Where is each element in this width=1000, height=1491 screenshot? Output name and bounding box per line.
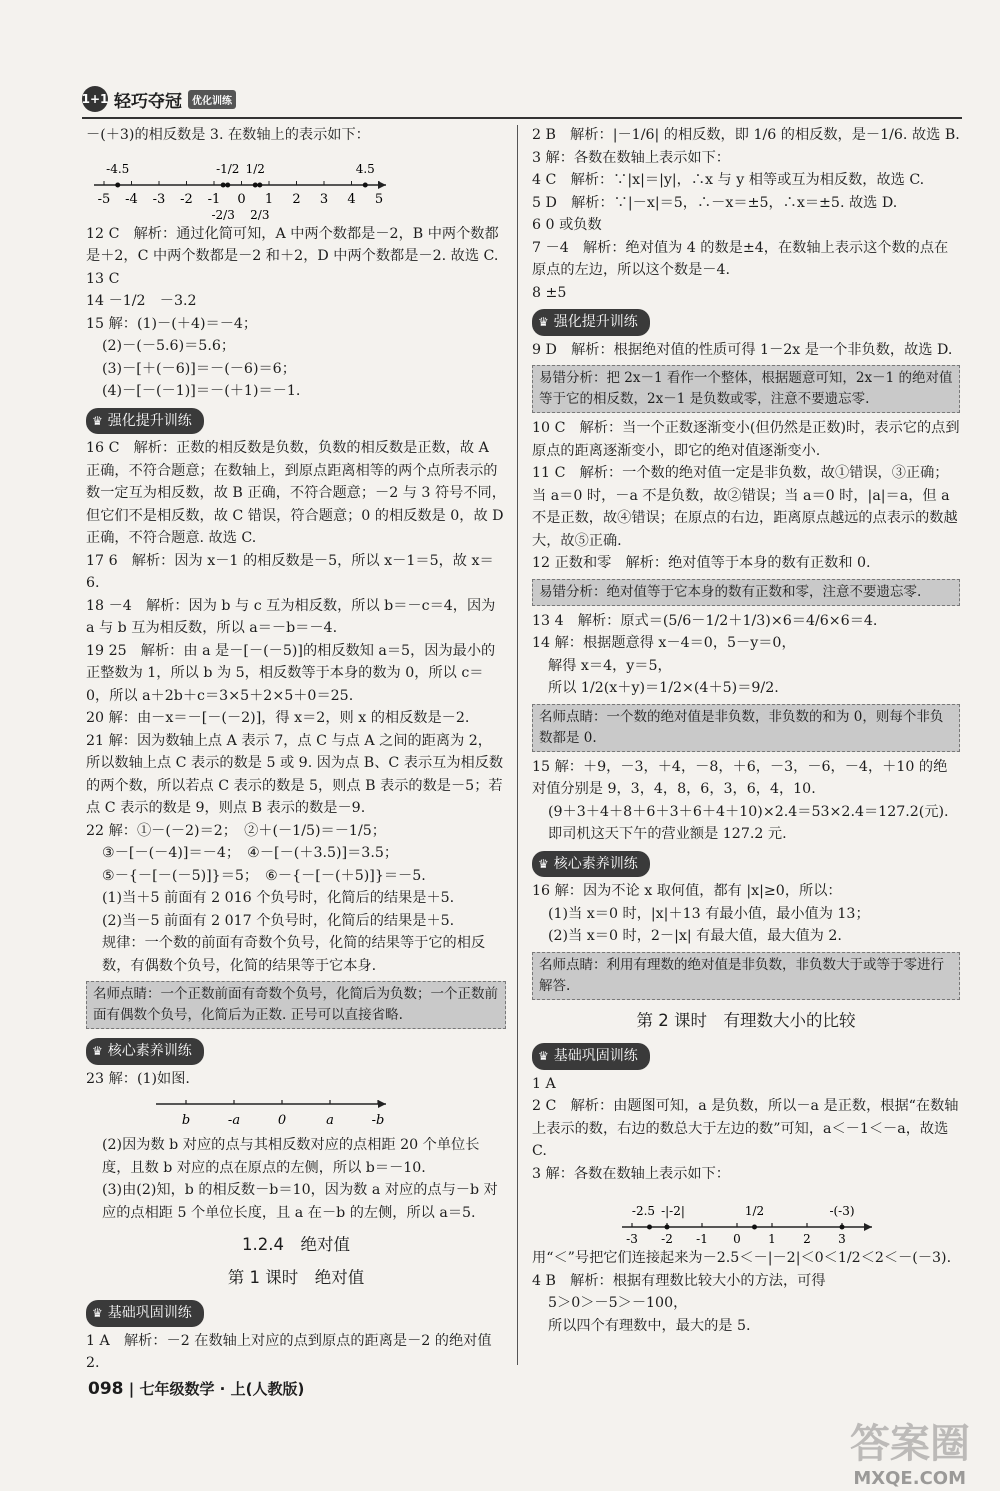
section-badge: ♛ 强化提升训练 (532, 309, 650, 336)
tick-label: 5 (374, 191, 384, 207)
answer-15-2: (2)－(－5.6)＝5.6； (102, 338, 236, 354)
tick-label: -4 (125, 191, 138, 207)
tip-box: 名师点睛：一个数的绝对值是非负数，非负数的和为 0，则每个非负数都是 0. (532, 704, 960, 752)
tick-label: 2 (803, 1232, 811, 1245)
tick-label: 3 (838, 1232, 846, 1245)
answer-3-2: 用“＜”号把它们连接起来为－2.5＜－|－2|＜0＜1/2＜2＜－(－3). (532, 1250, 952, 1266)
point (253, 182, 258, 187)
answer-10: 10 C 解析：当一个正数逐渐变小(但仍然是正数)时，表示它的点到原点的距离逐渐变小，即它的绝对值逐渐变小. (532, 420, 960, 459)
answer-9: 9 D 解析：根据绝对值的性质可得 1－2x 是一个非负数，故选 D. (532, 341, 953, 358)
tick-label: 3 (319, 191, 329, 207)
answer-20: 20 解：由－x＝－[－(－2)]，得 x＝2，则 x 的相反数是－2. (86, 710, 470, 726)
tick-label: -1 (696, 1232, 708, 1245)
point-label: 1/2 (245, 161, 265, 176)
section-badge: ♛ 基础巩固训练 (86, 1300, 204, 1327)
answer-11: 11 C 解析：一个数的绝对值一定是非负数，故①错误，③正确；当 a＝0 时，－a 不是负数，故②错误；当 a＝0 时，|a|＝a，但 a 不是正数，故④错误；在原点的右边，距离原点越远的点表示的数越大，故⑤正确. (532, 465, 958, 549)
point (752, 1225, 757, 1230)
point-label: -4.5 (106, 161, 130, 176)
answer-21: 21 解：因为数轴上点 A 表示 7，点 C 与点 A 之间的距离为 2，所以数轴上点 C 表示的数是 5 或 9. 因为点 B、C 表示互为相反数的两个数，所以若点 C 表示的数是 5，则点 B 表示的数是－5；若点 C 表示的数是 9，则点 B 表示的数是－9. (86, 732, 504, 816)
answer-22-2: ③－[－(－4)]＝－4； ④－[－(＋3.5)]＝3.5； (102, 845, 399, 861)
tick-label: 2 (292, 191, 301, 207)
number-line-2 (86, 1092, 396, 1132)
point-label: -|-2| (661, 1204, 685, 1218)
tick-label: b (181, 1113, 191, 1128)
tick-label: -a (227, 1113, 241, 1128)
answer-22-6: 规律：一个数的前面有奇数个负号，化简的结果等于它的相反数，有偶数个负号，化简的结果等于它本身. (102, 935, 486, 974)
tip-box: 易错分析：绝对值等于它本身的数有正数和零，注意不要遗忘零. (532, 579, 960, 606)
answer-23-2: (2)因为数 b 对应的点与其相反数对应的点相距 20 个单位长度，且数 b 对应的点在原点的左侧，所以 b＝－10. (102, 1137, 480, 1176)
answer-8: 8 ±5 (532, 284, 567, 301)
answer-22-4: (1)当＋5 前面有 2 016 个负号时，化简后的结果是＋5. (102, 890, 455, 906)
answer-23-3: (3)由(2)知，b 的相反数－b＝10，因为数 a 对应的点与－b 对应的点相距 5 个单位长度，且 a 在－b 的左侧，所以 a＝5. (102, 1182, 498, 1221)
crown-icon: ♛ (92, 413, 103, 428)
brand-subtitle: 优化训练 (188, 90, 236, 109)
tick-label: -3 (626, 1232, 638, 1245)
answer-15-2: (9＋3＋4＋8＋6＋3＋6＋4＋10)×2.4＝53×2.4＝127.2(元). (548, 803, 949, 820)
answer-14-2: 解得 x＝4，y＝5， (548, 657, 672, 674)
tick-label: 0 (277, 1113, 287, 1128)
answer-4: 4 B 解析：根据有理数比较大小的方法，可得 (532, 1272, 826, 1289)
brand-title: 轻巧夺冠 (114, 91, 182, 112)
brand (82, 84, 236, 114)
answer-14: 14 解：根据题意得 x－4＝0，5－y＝0， (532, 635, 796, 651)
right-column (532, 124, 960, 1337)
left-column (86, 124, 506, 1375)
book-title: 七年级数学 · 上(人教版) (139, 1380, 305, 1398)
answer-6: 6 0 或负数 (532, 217, 602, 233)
answer-4: 4 C 解析：∵|x|＝|y|，∴x 与 y 相等或互为相反数，故选 C. (532, 172, 925, 188)
page-footer (88, 1378, 304, 1399)
point (840, 1225, 845, 1230)
brand-logo-icon: 1+1 (82, 86, 108, 112)
answer-22-5: (2)当－5 前面有 2 017 个负号时，化简后的结果是＋5. (102, 912, 455, 929)
answer-7: 7 －4 解析：绝对值为 4 的数是±4，在数轴上表示这个数的点在原点的左边，所以这个数是－4. (532, 239, 949, 278)
tick-label: -2 (180, 191, 193, 207)
section-badge: ♛ 强化提升训练 (86, 408, 204, 435)
point-label: -2.5 (631, 1204, 656, 1218)
watermark-logo: 答案圈 (850, 1421, 970, 1467)
lesson-title: 第 2 课时 有理数大小的比较 (636, 1010, 856, 1030)
tick-label: -1 (207, 191, 221, 207)
number-line-3 (622, 1187, 882, 1245)
answer-5: 5 D 解析：∵|－x|＝5，∴－x＝±5，∴x＝±5. 故选 D. (532, 194, 898, 211)
answer-12: 12 正数和零 解析：绝对值等于本身的数有正数和 0. (532, 555, 871, 571)
answer-16: 16 C 解析：正数的相反数是负数，负数的相反数是正数，故 A 正确，不符合题意；在数轴上，到原点距离相等的两个点所表示的数一定互为相反数，故 B 正确，不符合题意；－2 与 3 符号不同，但它们不是相反数，故 C 错误，符合题意；0 的相反数是 0，故 D 正确，不符合题意. 故选 C. (86, 440, 506, 546)
answer-18: 18 －4 解析：因为 b 与 c 互为相反数，所以 b＝－c＝4，因为 a 与 b 互为相反数，所以 a＝－b＝－4. (86, 597, 496, 636)
point (257, 182, 262, 187)
section-badge: ♛ 核心素养训练 (86, 1038, 204, 1065)
answer-line: －(＋3)的相反数是 3. 在数轴上的表示如下： (86, 127, 370, 143)
crown-icon: ♛ (538, 1049, 549, 1063)
tick-label: -2 (661, 1232, 673, 1245)
answer-15: 15 解：＋9，－3，＋4，－8，＋6，－3，－6，－4，＋10 的绝对值分别是 9，3，4，8，6，3，6，4，10. (532, 758, 948, 797)
point-label: -2/3 (211, 207, 235, 221)
answer-2: 2 C 解析：由题图可知，a 是负数，所以－a 是正数，根据“在数轴上表示的数，右边的数总大于左边的数”可知，a＜－1＜－a，故选 C. (532, 1098, 959, 1159)
answer-1: 1 A 解析：－2 在数轴上对应的点到原点的距离是－2 的绝对值 2. (86, 1332, 492, 1371)
section-badge: ♛ 核心素养训练 (532, 851, 650, 878)
answer-12: 12 C 解析：通过化简可知，A 中两个数都是－2，B 中两个数都是＋2，C 中两个数都是－2 和＋2，D 中两个数都是－2. 故选 C. (86, 225, 499, 264)
answer-16-3: (2)当 x＝0 时，2－|x| 有最大值，最大值为 2. (548, 928, 842, 944)
answer-14-3: 所以 1/2(x＋y)＝1/2×(4＋5)＝9/2. (548, 680, 779, 696)
tick-label: -5 (97, 191, 111, 207)
answer-15-3: (3)－[＋(－6)]＝－(－6)＝6； (102, 360, 296, 377)
point-label: 2/3 (250, 207, 270, 221)
answer-17: 17 6 解析：因为 x－1 的相反数是－5，所以 x－1＝5，故 x＝6. (86, 552, 494, 591)
section-badge: ♛ 基础巩固训练 (532, 1043, 650, 1070)
point (647, 1225, 652, 1230)
point (363, 182, 368, 187)
answer-4-3: 所以四个有理数中，最大的是 5. (548, 1317, 751, 1334)
point (221, 182, 226, 187)
tick-label: -b (371, 1113, 385, 1128)
column-divider (517, 125, 518, 1365)
point-label: 4.5 (355, 161, 375, 176)
tick-label: -3 (152, 191, 166, 207)
header-rule (82, 117, 962, 119)
point (115, 182, 120, 187)
tick-label: 4 (347, 191, 356, 207)
answer-22: 22 解：①－(－2)＝2； ②＋(－1/5)＝－1/5； (86, 822, 386, 839)
answer-15: 15 解：(1)－(＋4)＝－4； (86, 315, 258, 332)
answer-14: 14 －1/2 －3.2 (86, 293, 197, 309)
answer-13: 13 4 解析：原式＝(5/6－1/2＋1/3)×6＝4/6×6＝4. (532, 612, 878, 629)
lesson-title: 第 1 课时 绝对值 (227, 1267, 365, 1287)
axis-arrow-icon (864, 1223, 872, 1231)
answer-3: 3 解：各数在数轴上表示如下： (532, 1165, 730, 1182)
tip-box: 易错分析：把 2x－1 看作一个整体，根据题意可知，2x－1 的绝对值等于它的相反数，2x－1 是负数或零，注意不要遗忘零. (532, 365, 960, 413)
answer-15-3: 即司机这天下午的营业额是 127.2 元. (548, 826, 787, 842)
crown-icon: ♛ (538, 315, 549, 329)
crown-icon: ♛ (538, 856, 549, 871)
tick-label: 0 (733, 1232, 741, 1245)
crown-icon: ♛ (92, 1306, 103, 1320)
number-line-1 (86, 149, 396, 221)
answer-2: 2 B 解析：|－1/6| 的相反数，即 1/6 的相反数，是－1/6. 故选 B. (532, 127, 960, 143)
tick-label: 0 (237, 191, 246, 207)
axis-arrow-icon (378, 1100, 386, 1108)
tip-box: 名师点睛：一个正数前面有奇数个负号，化简后为负数；一个正数前面有偶数个负号，化简后为正数. 正号可以直接省略. (86, 981, 506, 1029)
answer-22-3: ⑤－{－[－(－5)]}＝5； ⑥－{－[－(＋5)]}＝－5. (102, 867, 426, 884)
point (225, 182, 230, 187)
answer-13: 13 C (86, 270, 120, 287)
answer-16-2: (1)当 x＝0 时，|x|＋13 有最小值，最小值为 13； (548, 905, 870, 922)
answer-15-4: (4)－[－(－1)]＝－(＋1)＝－1. (102, 383, 301, 399)
answer-1: 1 A (532, 1075, 556, 1092)
answer-19: 19 25 解析：由 a 是－[－(－5)]的相反数知 a＝5，因为最小的正整数为 1，所以 b 为 5，相反数等于本身的数为 0，所以 c＝0，所以 a＋2b＋c＝3×5＋2×5＋0＝25. (86, 642, 496, 704)
footer-divider: | (128, 1380, 135, 1398)
point-label: -1/2 (216, 161, 240, 176)
tick-label: 1 (264, 191, 274, 207)
answer-4-2: 5＞0＞－5＞－100， (548, 1295, 688, 1311)
page-header (82, 84, 962, 118)
tick-label: a (326, 1113, 334, 1128)
watermark-site: MXQE.COM (853, 1468, 966, 1489)
page-number: 098 (88, 1379, 124, 1399)
section-title: 1.2.4 绝对值 (242, 1235, 350, 1254)
tick-label: 1 (768, 1232, 776, 1245)
answer-23: 23 解：(1)如图. (86, 1070, 190, 1087)
point-label: -(-3) (829, 1204, 855, 1218)
point-label: 1/2 (744, 1204, 765, 1218)
answer-16: 16 解：因为不论 x 取何值，都有 |x|≥0，所以： (532, 883, 842, 899)
answer-3: 3 解：各数在数轴上表示如下： (532, 149, 730, 166)
point (665, 1225, 670, 1230)
tip-box: 名师点睛：利用有理数的绝对值是非负数，非负数大于或等于零进行解答. (532, 952, 960, 1000)
crown-icon: ♛ (92, 1044, 103, 1058)
